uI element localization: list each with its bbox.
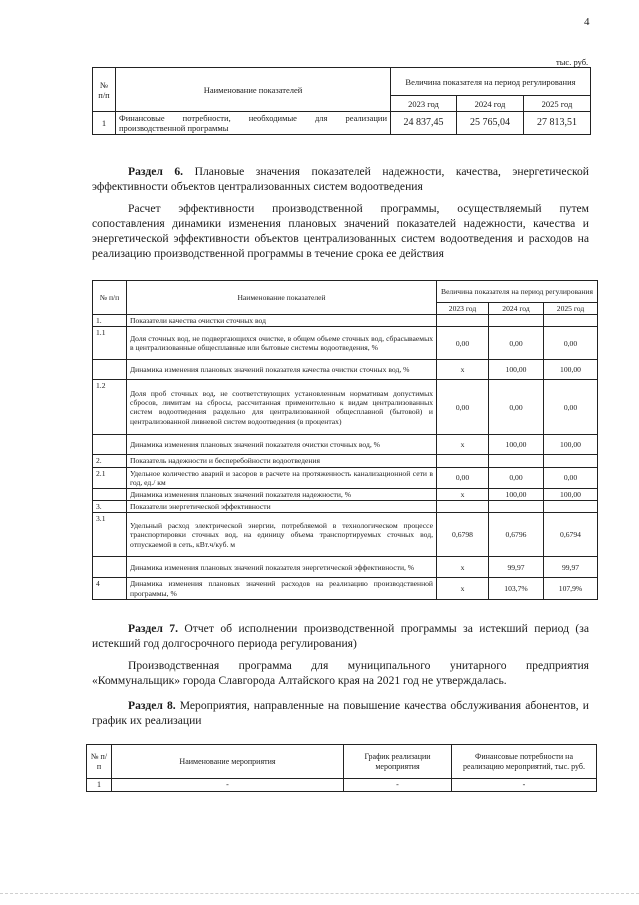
table-cell-no [93,489,127,501]
table-cell-value: 0,6798 [437,513,489,557]
table-cell-name: Доля проб сточных вод, не соответствующих установленным нормативам допустимых сбросов, лимитам на сбросы, рассчитанная применительно к видам централизованных систем водоотведения раздельно для централизованной общесплавной (бытовой) и централизованной ливневой систем водоотведения (в процентах) [127,380,437,435]
table-cell-name: Динамика изменения плановых значений показателя качества очистки сточных вод, % [127,360,437,380]
section6-label: Раздел 6. [128,165,184,178]
table-cell-value: 25 765,04 [457,112,524,135]
table-cell-no: 1 [93,112,116,135]
year-header: 2023 год [437,303,489,315]
indicators-table [92,280,598,600]
section8-heading [92,698,589,728]
table-cell-value: 0,00 [437,380,489,435]
table-cell-no [93,557,127,578]
table-cell-no: 2.1 [93,467,127,488]
table-cell-name: Динамика изменения плановых значений показателя очистки сточных вод, % [127,435,437,455]
table-cell-name: Финансовые потребности, необходимые для реализации производственной программы [116,112,391,135]
table-cell-schedule: - [344,779,452,792]
table-cell-value: х [437,435,489,455]
table-cell-no: 1.1 [93,327,127,360]
table-cell-value: 100,00 [544,435,598,455]
table-cell-name: Доля сточных вод, не подвергающихся очистке, в общем объеме сточных вод, сбрасываемых в централизованные общесплавные или бытовые системы водоотведения, % [127,327,437,360]
table-cell-no: 4 [93,578,127,599]
col-header-name: Наименование мероприятия [112,745,344,779]
table-cell-value: 100,00 [544,360,598,380]
table-cell-name: Динамика изменения плановых значений показателя надежности, % [127,489,437,501]
table-cell-value: 0,00 [437,327,489,360]
table-cell-value: 24 837,45 [391,112,457,135]
table-section-title: Показатели энергетической эффективности [127,501,437,513]
table-cell-value: 0,00 [489,327,544,360]
table-cell-value: 0,6794 [544,513,598,557]
table-section-title: Показатель надежности и бесперебойности водоотведения [127,455,437,467]
col-header-value: Величина показателя на период регулирования [391,68,591,96]
table-cell-name: Динамика изменения плановых значений расходов на реализацию производственной программы, % [127,578,437,599]
table-cell-value: 0,00 [544,380,598,435]
year-header: 2025 год [544,303,598,315]
page-bottom-edge [0,893,639,894]
financial-needs-table [92,67,591,135]
table-cell-no [93,360,127,380]
section7-paragraph [92,658,589,688]
col-header-finance: Финансовые потребности на реализацию мероприятий, тыс. руб. [452,745,597,779]
section7-title: Отчет об исполнении производственной программы за истекший период (за истекший год долгосрочного периода регулирования) [92,622,589,650]
section8-title: Мероприятия, направленные на повышение качества обслуживания абонентов, и график их реализации [92,699,590,727]
table-cell-name: Удельный расход электрической энергии, потребляемой в технологическом процессе транспортировки сточных вод, на единицу объема транспортируемых сточных вод, отпускаемой в сеть, кВт.ч/куб. м [127,513,437,557]
table-cell-value: 0,6796 [489,513,544,557]
table-cell-value: 0,00 [544,467,598,488]
table-cell-no: 1 [87,779,112,792]
section7-text: Производственная программа для муниципального унитарного предприятия «Коммунальщик» города Славгорода Алтайского края на 2021 год не утверждалась. [92,659,589,687]
year-header: 2024 год [489,303,544,315]
table-cell-finance: - [452,779,597,792]
section7-label: Раздел 7. [128,622,178,635]
table-cell-value: х [437,489,489,501]
section6-heading [92,164,589,194]
table-cell-value: 0,00 [437,467,489,488]
table-cell-value: х [437,578,489,599]
measures-table [86,744,597,792]
section6-paragraph [92,201,589,261]
page-number: 4 [584,16,590,28]
table-cell-name: Динамика изменения плановых значений показателя энергетической эффективности, % [127,557,437,578]
year-header: 2024 год [457,96,524,112]
table-cell-value: 0,00 [544,327,598,360]
year-header: 2025 год [524,96,591,112]
table-cell-value: 100,00 [544,489,598,501]
col-header-schedule: График реализации мероприятия [344,745,452,779]
col-header-name: Наименование показателей [116,68,391,112]
table-cell-no: 2. [93,455,127,467]
table-cell-value: 107,9% [544,578,598,599]
col-header-no: № п/п [93,68,116,112]
table-cell-no: 3.1 [93,513,127,557]
table-cell-value: 0,00 [489,467,544,488]
table-cell-value: 27 813,51 [524,112,591,135]
table-cell-value: 0,00 [489,380,544,435]
table-cell-value: 99,97 [489,557,544,578]
section6-text: Расчет эффективности производственной программы, осуществляемый путем сопоставления динамики изменения плановых значений показателей надежности, качества и энергетической эффективности объектов централизованных систем водоотведения и расходов на реализацию производственной программы в течение срока ее действия [92,202,589,260]
table-cell-value: 100,00 [489,360,544,380]
section7-heading [92,621,589,651]
table-cell-no: 3. [93,501,127,513]
section8-label: Раздел 8. [128,699,176,712]
col-header-value: Величина показателя на период регулирования [437,281,598,303]
table-cell-value: х [437,557,489,578]
table-section-title: Показатели качества очистки сточных вод [127,315,437,327]
table-cell-value: 100,00 [489,489,544,501]
year-header: 2023 год [391,96,457,112]
table-cell-value: х [437,360,489,380]
section6-title: Плановые значения показателей надежности, качества, энергетической эффективности объектов централизованных систем водоотведения [92,165,589,193]
table-cell-name: Удельное количество аварий и засоров в расчете на протяженность канализационной сети в год, ед./ км [127,467,437,488]
col-header-no: № п/п [87,745,112,779]
table-cell-no [93,435,127,455]
col-header-no: № п/п [93,281,127,315]
table-cell-no: 1. [93,315,127,327]
table-cell-value: 103,7% [489,578,544,599]
col-header-name: Наименование показателей [127,281,437,315]
table-cell-name: - [112,779,344,792]
table-cell-value: 99,97 [544,557,598,578]
table1-unit: тыс. руб. [556,57,589,67]
table-cell-value: 100,00 [489,435,544,455]
table-cell-no: 1.2 [93,380,127,435]
